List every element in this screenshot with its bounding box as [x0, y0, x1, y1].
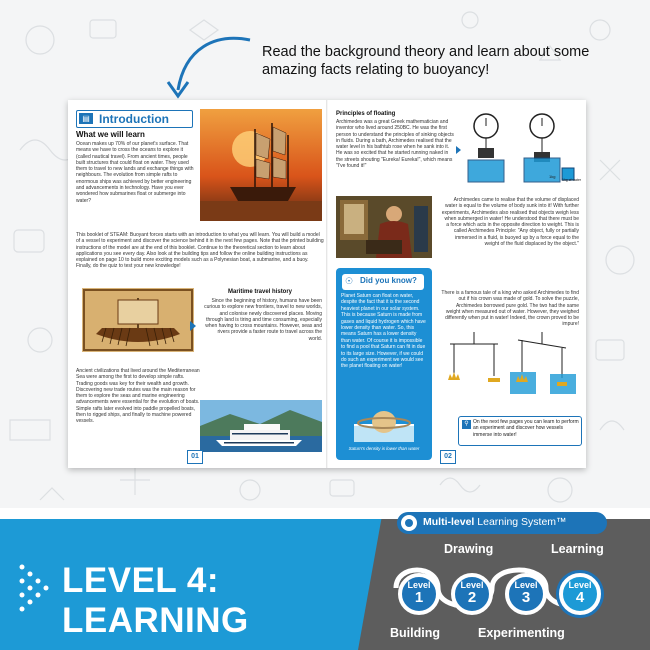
label-building: Building [390, 626, 440, 640]
did-you-know-title: Did you know? [360, 276, 417, 285]
next-pages-tip-box [458, 416, 582, 446]
label-learning: Learning [551, 542, 604, 556]
level-4-badge: Level 4 [559, 573, 601, 615]
did-you-know-text: Planet Saturn can float on water, despite the fact that it is the second heaviest planet in our solar system. This is because Saturn is made from gases and liquid hydrogen which have lower density than water. So, this means Saturn has a lower density than water. Of course it is impossible to find a pool that Saturn can fit in due to its large size. However, if we could do such an experiment we would see the planet floating on water! [341, 293, 426, 370]
lightbulb-icon: ☉ [345, 276, 354, 286]
magnifier-icon: ⚲ [462, 420, 471, 429]
pointer-arrow-icon [456, 146, 461, 154]
label-drawing: Drawing [444, 542, 494, 556]
level-2-badge: Level 2 [451, 573, 493, 615]
pointer-arrow-icon [190, 321, 196, 331]
water-label: 1kg of water [562, 178, 582, 182]
archimedes-scale-illustration [464, 108, 584, 188]
kg-label: 1kg [549, 174, 556, 179]
level-heading-line1: LEVEL 4: [62, 561, 220, 600]
level-heading [62, 561, 249, 641]
saturn-in-water-image [354, 402, 414, 442]
next-pages-tip-text: On the next few pages you can learn to perform an experiment and discover how vessels immerse into water! [473, 419, 579, 438]
introduction-title: Introduction [99, 112, 169, 126]
did-you-know-box [336, 268, 432, 460]
did-you-know-header [342, 274, 424, 290]
archimedes-principle-text: Archimedes came to realise that the volume of displaced water is equal to the volume of body sunk into it! With further experiments, Archimedes also realised that objects weigh less when submerged in water! He understood that there must be a force which acts in the opposite direction to weight. This is called Archimedes Principle: "Any object, fully or partially immersed in a fluid, is buoyed up by a force equal to the weight of the fluid displaced by the object." [441, 197, 579, 248]
page-number-1: 01 [187, 450, 203, 464]
level-1-badge: Level 1 [398, 573, 440, 615]
what-we-will-learn-text: Ocean makes up 70% of our planet's surface. That means we have to cross the oceans to explore it (called nautical travel). From ancient times, people built structures that could float on water. They used them to travel to new lands and exchange things with neighbours. The evolution from simple rafts to enormous ships was achieved by better engineering and advancements in technology. Have you ever wondered how submarines float or submerge into water? [76, 141, 194, 204]
chevron-dots-icon [18, 562, 54, 612]
label-experimenting: Experimenting [478, 626, 565, 640]
introduction-heading [76, 110, 193, 128]
archimedes-painting-image [336, 196, 432, 258]
page-number-2: 02 [440, 450, 456, 464]
king-crown-text: There is a famous tale of a king who asked Archimedes to find out if his crown was made of gold. To solve the puzzle, Archimedes borrowed pure gold. The two had the same weight when measured out of water. However, they weighed differently when put in water! Indeed, the crown proved to be impure! [441, 290, 579, 328]
curved-arrow-icon [160, 28, 260, 103]
level-heading-line2: LEARNING [62, 601, 249, 640]
booklet-intro-text: This booklet of STEAM: Buoyant forces starts with an introduction to what you will learn. You will build a model of a vessel to experiment and discover the science behind it in the next few pages. Note that the printed building instructions of the model are at the end of this booklet. Continue to the theoretical section to learn about applications you see every day. Also look at the building tips and follow the online building instructions as explained on page 10 to build more exciting models such as a Polynesian boat, a submarine, and a buoy. Finally, do the quiz to test your new knowledge! [76, 232, 324, 270]
ancient-civilizations-text: Ancient civilizations that lived around the Mediterranean Sea were among the first to develop simple rafts. Trading goods was key for their wealth and growth. Discovering new trade routes was the main reason for them to explore the seas and marine engineering advancements were essential for the evolution of boats. Simple rafts later evolved into paddle propelled boats, then to rigged ships, and finally to machine powered vessels. [76, 368, 200, 425]
maritime-history-text: Since the beginning of history, humans have been curious to explore new frontiers, travel to new worlds, and colonise newly discovered places. Moving through land is tiring and time consuming, especially when having to cross mountains. However, seas and rivers provide a faster route to travel across the world. [204, 298, 322, 342]
cruise-ship-image [200, 400, 322, 452]
principles-text: Archimedes was a great Greek mathematician and inventor who lived around 250BC. He was the first person to understand the principles of sinking objects in fluids. During a bath, Archimedes realised that the water level in his bathtub rose when he sank into it. He was so excited that he started running naked in the streets shouting "Eureka! Eureka!", which means "I've found it!" [336, 119, 454, 170]
maritime-history-title: Maritime travel history [228, 289, 293, 295]
book-icon: ▤ [79, 113, 93, 124]
learning-system-title: Multi-level Learning System™ [423, 516, 567, 528]
principles-title: Principles of floating [336, 111, 396, 117]
sailing-ship-image [200, 109, 322, 221]
saturn-caption: Saturn's density is lower than water [348, 446, 420, 451]
booklet-spine [326, 100, 328, 468]
level-3-badge: Level 3 [505, 573, 547, 615]
booklet-spread [68, 100, 586, 468]
system-logo-icon [401, 515, 417, 531]
learning-system-pill [397, 512, 607, 534]
what-we-will-learn-title: What we will learn [76, 130, 145, 139]
crown-scales-illustration [446, 326, 580, 404]
callout-text: Read the background theory and learn about some amazing facts relating to buoyancy! [262, 44, 590, 78]
egyptian-boat-image [82, 288, 194, 352]
